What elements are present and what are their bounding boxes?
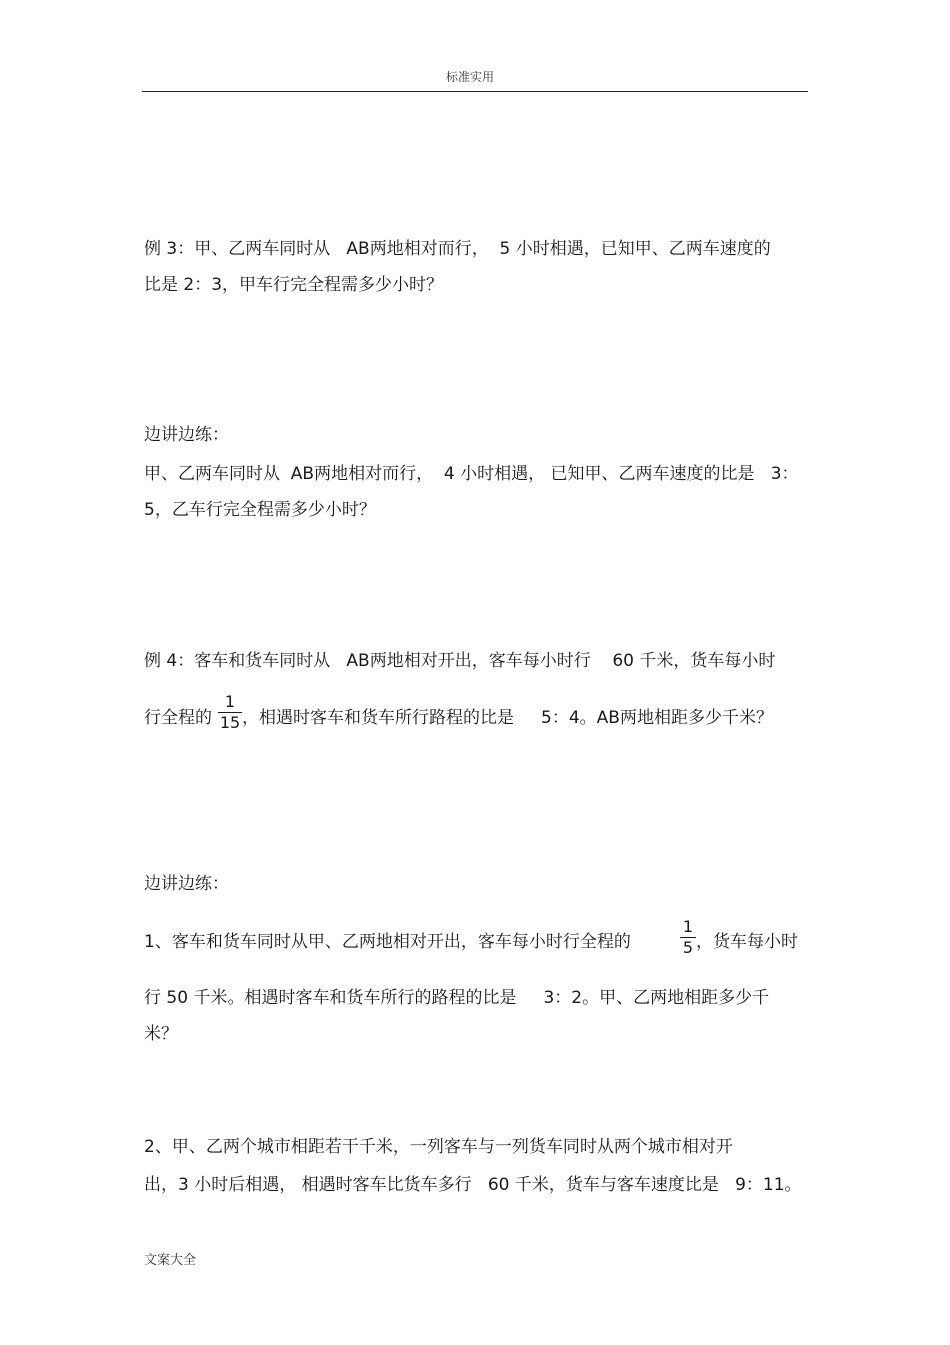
example4-line1: 例 4：客车和货车同时从 AB两地相对开出，客车每小时行 60 千米，货车每小时 [144, 651, 776, 671]
practice2-q1-line1-prefix: 1、客车和货车同时从甲、乙两地相对开出，客车每小时行全程的 [144, 932, 631, 952]
practice1-heading: 边讲边练： [144, 425, 229, 445]
page-footer: 文案大全 [144, 1253, 197, 1268]
fraction-numerator: 1 [224, 692, 236, 711]
example4-line2-suffix: ，相遇时客车和货车所行路程的比是 5：4。AB两地相距多少千米？ [242, 708, 773, 728]
example4-line2-prefix: 行全程的 [144, 708, 212, 728]
practice2-heading: 边讲边练： [144, 874, 229, 894]
practice2-q1-line1-suffix: ，货车每小时 [696, 932, 798, 952]
example3-line2: 比是 2：3，甲车行完全程需多少小时？ [144, 275, 444, 295]
practice1-line1: 甲、乙两车同时从 AB两地相对而行， 4 小时相遇， 已知甲、乙两车速度的比是 3： [144, 464, 799, 484]
fraction-denominator: 15 [219, 713, 241, 732]
practice2-q1-line3: 米？ [144, 1024, 178, 1044]
fraction-denominator: 5 [682, 938, 694, 957]
fraction-one-fifteenth [218, 693, 242, 732]
fraction-one-fifth [680, 918, 696, 957]
header-divider [142, 91, 808, 92]
fraction-numerator: 1 [682, 917, 694, 936]
practice1-line2: 5，乙车行完全程需多少小时？ [144, 500, 376, 520]
practice2-q1-line2: 行 50 千米。相遇时客车和货车所行的路程的比是 3：2。甲、乙两地相距多少千 [144, 988, 770, 1008]
practice2-q2-line1: 2、甲、乙两个城市相距若干千米，一列客车与一列货车同时从两个城市相对开 [144, 1137, 733, 1157]
example3-line1: 例 3：甲、乙两车同时从 AB两地相对而行， 5 小时相遇，已知甲、乙两车速度的 [144, 239, 771, 259]
page-header: 标准实用 [446, 70, 495, 84]
practice2-q2-line2: 出，3 小时后相遇， 相遇时客车比货车多行 60 千米，货车与客车速度比是 9：11。 [144, 1175, 802, 1195]
